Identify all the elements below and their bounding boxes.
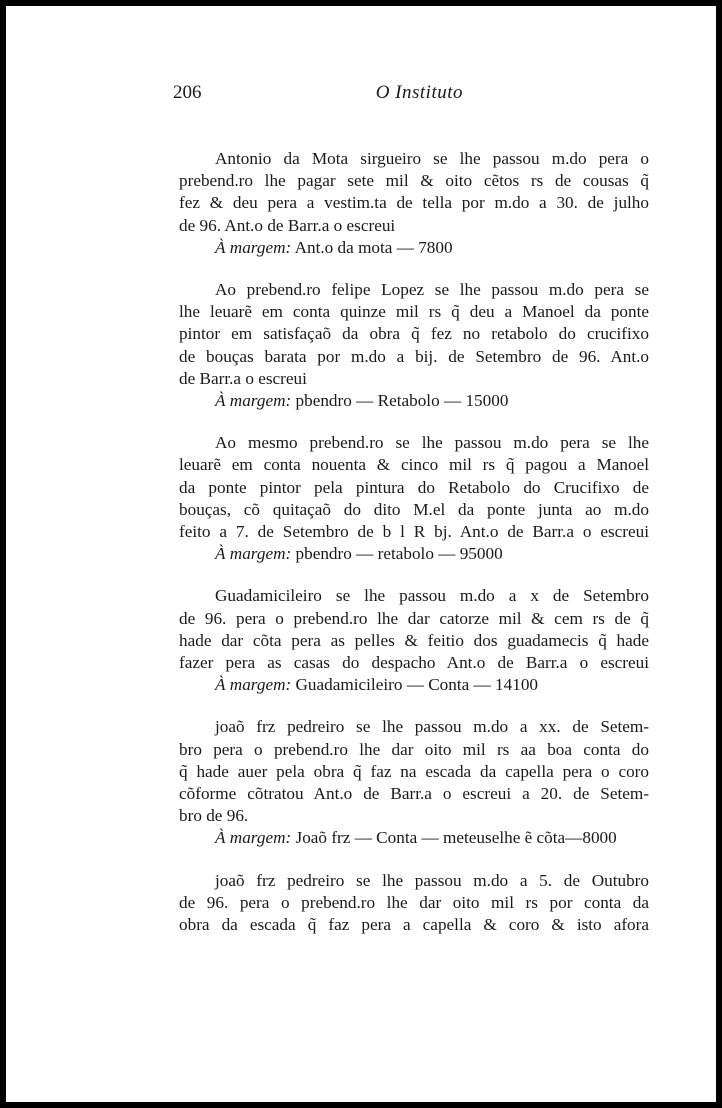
entry-1 [179,148,649,259]
page-number: 206 [173,82,202,103]
margin-note [179,827,649,849]
margin-label: À margem: [215,828,292,848]
margin-note [179,237,649,259]
margin-text: Joaõ frz — Conta — meteuselhe ẽ cõta—8000 [295,828,617,848]
text-line: Ao prebend.ro felipe Lopez se lhe passou m.do pera se [215,280,649,300]
text-line: de bouças barata por m.do a bij. de Setembro de 96. Ant.o [179,346,649,366]
text-line: lhe leuarẽ em conta quinze mil rs q̃ deu a Manoel da ponte [179,302,649,322]
text-line: cõforme cõtratou Ant.o de Barr.a o escreui a 20. de Setem- [179,784,649,804]
text-line: Guadamicileiro se lhe passou m.do a x de Setembro [215,586,649,606]
entry-3 [179,432,649,565]
text-line: feito a 7. de Setembro de b l R bj. Ant.o de Barr.a o escreui [179,522,649,542]
entry-6 [179,870,649,937]
margin-note [179,543,649,565]
text-line: hade dar cõta pera as pelles & feitio dos guadamecis q̃ hade [179,630,649,650]
text-line: Ao mesmo prebend.ro se lhe passou m.do pera se lhe [215,433,649,453]
text-line: joaõ frz pedreiro se lhe passou m.do a xx. de Setem- [215,717,649,737]
margin-text: Guadamicileiro — Conta — 14100 [295,675,539,695]
margin-note [179,674,649,696]
body-text [179,148,649,956]
margin-label: À margem: [215,391,292,411]
text-line: prebend.ro lhe pagar sete mil & oito cẽtos rs de cousas q̃ [179,171,649,191]
margin-label: À margem: [215,544,292,564]
entry-4 [179,585,649,696]
text-line: q̃ hade auer pela obra q̃ faz na escada da capella pera o coro [179,761,649,781]
text-line: Antonio da Mota sirgueiro se lhe passou m.do pera o [215,149,649,168]
text-line: de 96. pera o prebend.ro lhe dar oito mil rs por conta da [179,892,649,912]
text-line: fazer pera as casas do despacho Ant.o de Barr.a o escreui [179,653,649,673]
margin-note [179,390,649,412]
text-line: de Barr.a o escreui [179,368,307,388]
book-page [6,6,716,1102]
page-header [173,82,463,106]
text-line: de 96. Ant.o de Barr.a o escreui [179,215,396,235]
text-line: bro pera o prebend.ro lhe dar oito mil rs aa boa conta do [179,739,649,759]
text-line: de 96. pera o prebend.ro lhe dar catorze mil & cem rs de q̃ [179,608,649,628]
margin-text: pbendro — Retabolo — 15000 [295,391,509,411]
margin-text: Ant.o da mota — 7800 [294,237,453,257]
text-line: fez & deu pera a vestim.ta de tella por m.do a 30. de julho [179,193,649,213]
running-title: O Instituto [375,82,463,103]
entry-5 [179,716,649,849]
text-line: leuarẽ em conta nouenta & cinco mil rs q̃ pagou a Manoel [179,455,649,475]
entry-2 [179,279,649,412]
margin-label: À margem: [215,237,292,257]
text-line: obra da escada q̃ faz pera a capella & coro & isto afora [179,915,649,935]
margin-text: pbendro — retabolo — 95000 [295,544,503,564]
text-line: da ponte pintor pela pintura do Retabolo do Crucifixo de [179,477,649,497]
margin-label: À margem: [215,675,292,695]
text-line: joaõ frz pedreiro se lhe passou m.do a 5. de Outubro [215,870,649,890]
text-line: pintor em satisfaçaõ da obra q̃ fez no retabolo do crucifixo [179,324,649,344]
text-line: bro de 96. [179,806,249,826]
text-line: bouças, cõ quitaçaõ do dito M.el da ponte junta ao m.do [179,499,649,519]
